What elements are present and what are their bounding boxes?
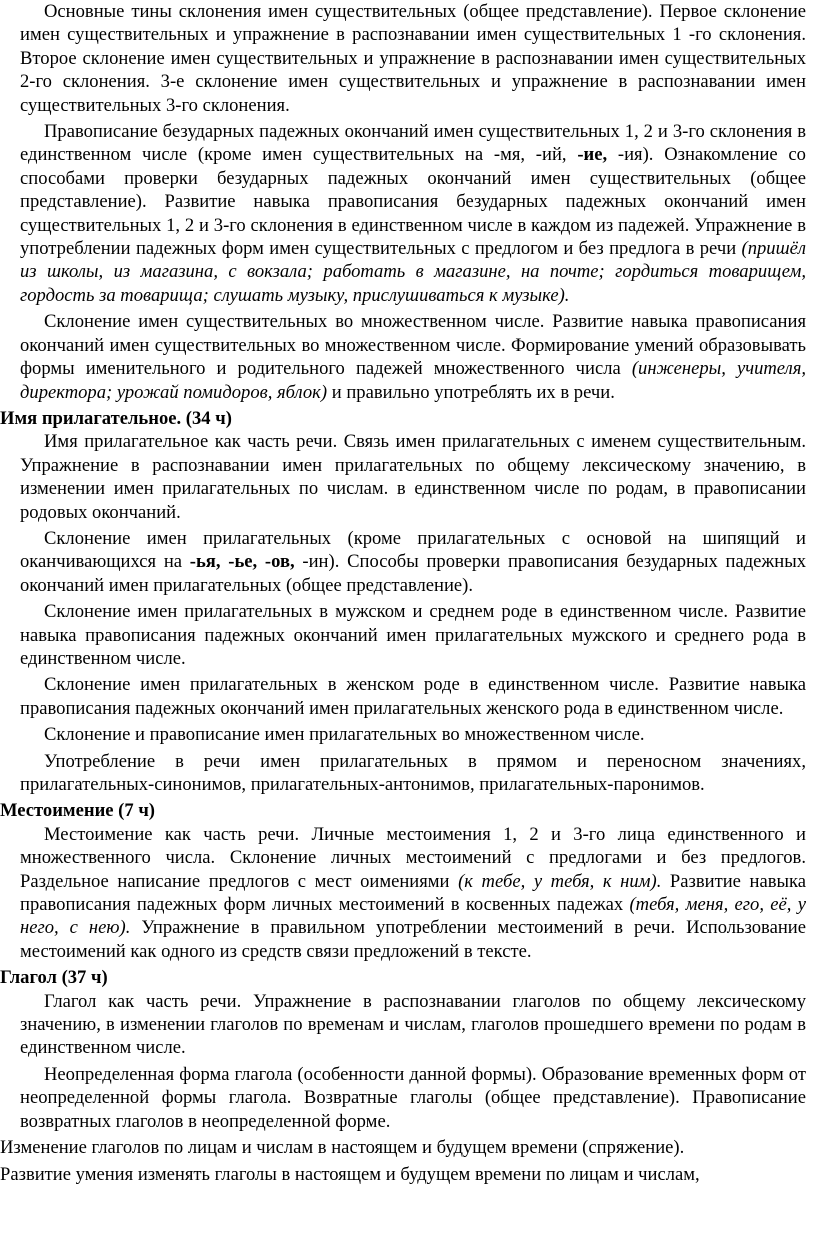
paragraph-pronoun: Местоимение как часть речи. Личные местоимения 1, 2 и 3-го лица единственного и множественного числа. Склонение личных местоимений с предлогами и без предлогов. Раздельное написание предлогов с мест оимениями (к тебе, у тебя, к ним). Развитие навыка правописания падежных форм личных местоимений в косвенных падежах (тебя, меня, его, её, у него, с нею). Упражнение в правильном употреблении местоимений в речи. Использование местоимений как одного из средств связи предложений в тексте.	[20, 823, 806, 962]
section-noun-cont	[0, 0, 816, 404]
paragraph-verb-infinitive: Неопределенная форма глагола (особенности данной формы). Образование временных форм от неопределенной формы глагола. Возвратные глаголы (общее представление). Правописание возвратных глаголов в неопределенной форме.	[20, 1063, 806, 1132]
paragraph-adj-plural: Склонение и правописание имен прилагательных во множественном числе.	[44, 724, 645, 746]
paragraph-verb-conjugation: Изменение глаголов по лицам и числам в настоящем и будущем времени (спряжение).	[0, 1137, 685, 1159]
paragraph-verb-skill: Развитие умения изменять глаголы в настоящем и будущем времени по лицам и числам,	[0, 1163, 700, 1185]
heading-adjective: Имя прилагательное. (34 ч)	[0, 407, 232, 429]
paragraph-noun-plural: Склонение имен существительных во множественном числе. Развитие навыка правописания окончаний имен существительных во множественном числе. Формирование умений образовывать формы именительного и родительного падежей множественного числа (инженеры, учителя, директора; урожай помидоров, яблок) и правильно употреблять их в речи.	[20, 311, 806, 403]
section-verb	[0, 990, 816, 1186]
heading-verb: Глагол (37 ч)	[0, 967, 108, 989]
paragraph-declension-types: Основные тины склонения имен существительных (общее представление). Первое склонение имен существительных и упражнение в распознавании имен существительных 1 -го склонения. Второе склонение имен существительных и упражнение в распознавании имен существительных 2-го склонения. 3-е склонение имен существительных и упражнение в распознавании имен существительных 3-го склонения.	[20, 1, 806, 116]
heading-pronoun: Местоимение (7 ч)	[0, 800, 155, 822]
paragraph-noun-endings: Правописание безударных падежных окончаний имен существительных 1, 2 и 3-го склонения в единственном числе (кроме имен существительных на -мя, -ий, -ие, -ия). Ознакомление со способами проверки безударных падежных окончаний имен существительных (общее представление). Развитие навыка правописания безударных падежных окончаний имен существительных 1, 2 и 3-го склонения в единственном числе в каждом из падежей. Упражнение в употреблении падежных форм имен существительных с предлогом и без предлога в речи (пришёл из школы, из магазина, с вокзала; работать в магазине, на почте; гордиться товарищем, гордость за товарища; слушать музыку, прислушиваться к музыке).	[20, 121, 806, 306]
paragraph-adj-masc-neut: Склонение имен прилагательных в мужском и среднем роде в единственном числе. Развитие навыка правописания падежных окончаний имен прилагательных мужского и среднего рода в единственном числе.	[20, 601, 806, 669]
paragraph-verb-intro: Глагол как часть речи. Упражнение в распознавании глаголов по общему лексическому значению, в изменении глаголов по временам и числам, глаголов прошедшего времени по родам в единственном числе.	[20, 990, 806, 1059]
paragraph-adj-declension: Склонение имен прилагательных (кроме прилагательных с основой на шипящий и оканчивающихся на -ья, -ье, -ов, -ин). Способы проверки правописания безударных падежных окончаний имен прилагательных (общее представление).	[20, 527, 807, 596]
paragraph-adj-intro: Имя прилагательное как часть речи. Связь имен прилагательных с именем существительным. Упражнение в распознавании имен прилагательных по общему лексическому значению, в изменении имен прилагательных по числам. в единственном числе по родам, в правописании родовых окончаний.	[20, 431, 806, 523]
section-adjective	[0, 430, 816, 796]
paragraph-adj-fem: Склонение имен прилагательных в женском роде в единственном числе. Развитие навыка правописания падежных окончаний имен прилагательных женского рода в единственном числе.	[20, 674, 806, 719]
section-pronoun	[0, 823, 816, 963]
paragraph-adj-usage: Употребление в речи имен прилагательных в прямом и переносном значениях, прилагательных-синонимов, прилагательных-антонимов, прилагательных-паронимов.	[20, 750, 806, 795]
